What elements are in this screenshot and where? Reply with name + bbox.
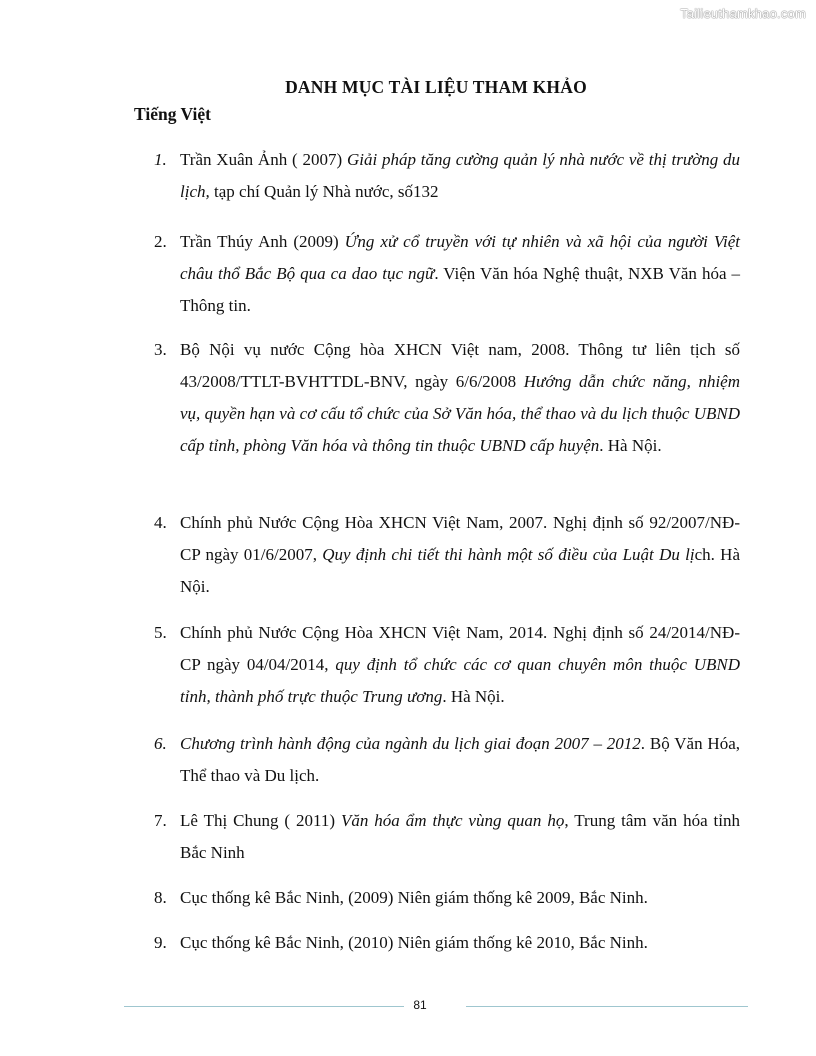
page-title: DANH MỤC TÀI LIỆU THAM KHẢO [285,77,587,97]
section-heading: Tiếng Việt [134,104,211,124]
reference-text: Trần Thúy Anh (2009) Ứng xử cổ truyền với tự nhiên và xã hội của người Việt châu thổ Bắc Bộ qua ca dao tục ngữ. Viện Văn hóa Nghệ thuật, NXB Văn hóa – Thông tin. [180,232,741,315]
reference-text: Lê Thị Chung ( 2011) Văn hóa ẩm thực vùng quan họ, Trung tâm văn hóa tỉnh Bắc Ninh [180,811,741,862]
reference-number: 3. [154,340,167,359]
footer-divider-left [124,1006,404,1007]
reference-number: 9. [154,933,167,952]
reference-text: Chính phủ Nước Cộng Hòa XHCN Việt Nam, 2014. Nghị định số 24/2014/NĐ-CP ngày 04/04/2014, quy định tổ chức các cơ quan chuyên môn thuộc UBND tỉnh, thành phố trực thuộc Trung ương. Hà Nội. [180,623,740,706]
reference-text: Chính phủ Nước Cộng Hòa XHCN Việt Nam, 2007. Nghị định số 92/2007/NĐ-CP ngày 01/6/2007, Quy định chi tiết thi hành một số điều của Luật Du lịch. Hà Nội. [180,513,741,596]
reference-number: 1. [154,150,167,169]
reference-text: Chương trình hành động của ngành du lịch giai đoạn 2007 – 2012. Bộ Văn Hóa, Thể thao và Du lịch. [180,734,740,785]
watermark: Tailieuthamkhao.com [680,6,806,21]
reference-number: 2. [154,232,167,251]
reference-number: 6. [154,734,167,753]
reference-number: 4. [154,513,167,532]
reference-number: 7. [154,811,167,830]
reference-text: Trần Xuân Ảnh ( 2007) Giải pháp tăng cường quản lý nhà nước về thị trường du lịch, tạp chí Quản lý Nhà nước, số132 [180,150,740,201]
reference-number: 5. [154,623,167,642]
reference-text: Cục thống kê Bắc Ninh, (2010) Niên giám thống kê 2010, Bắc Ninh. [180,933,648,952]
reference-text: Bộ Nội vụ nước Cộng hòa XHCN Việt nam, 2008. Thông tư liên tịch số 43/2008/TTLT-BVHTTDL-BNV, ngày 6/6/2008 Hướng dẫn chức năng, nhiệm vụ, quyền hạn và cơ cấu tổ chức của Sở Văn hóa, thể thao và du lịch thuộc UBND cấp tỉnh, phòng Văn hóa và thông tin thuộc UBND cấp huyện. Hà Nội. [180,340,740,455]
footer-divider-right [466,1006,748,1007]
page-number: 81 [413,998,427,1012]
reference-number: 8. [154,888,167,907]
reference-text: Cục thống kê Bắc Ninh, (2009) Niên giám thống kê 2009, Bắc Ninh. [180,888,648,907]
